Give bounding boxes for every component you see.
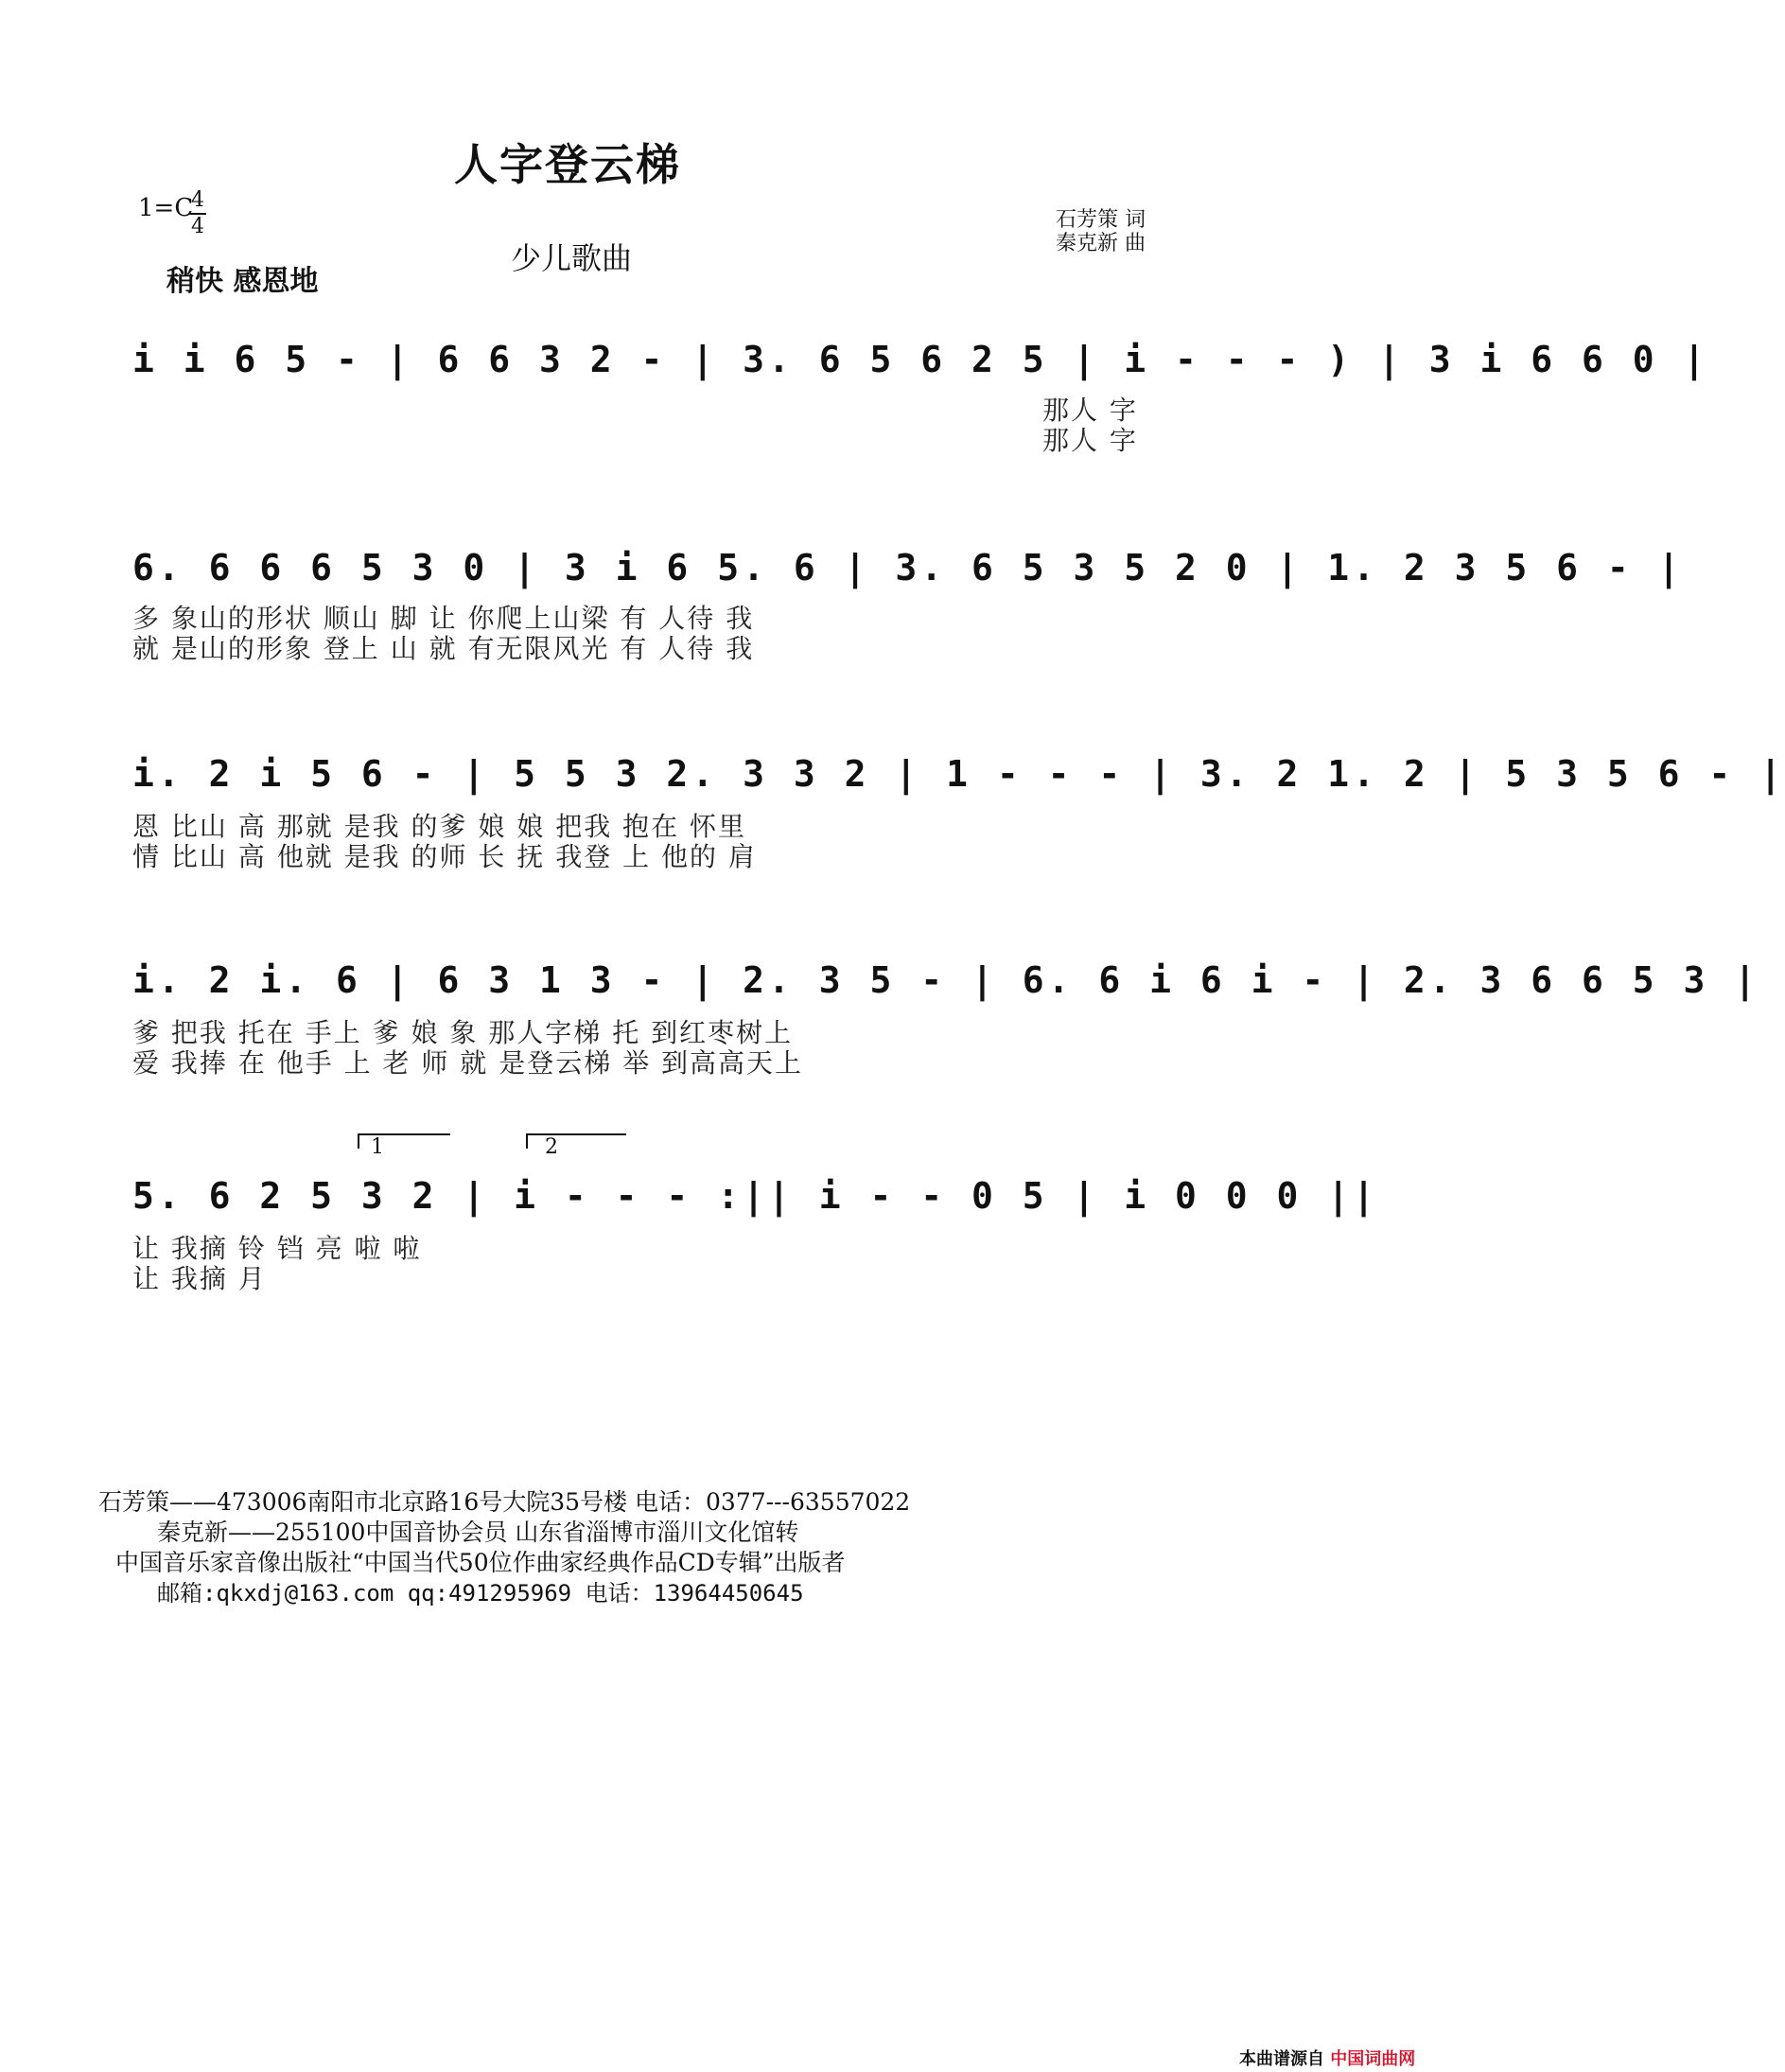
site-name[interactable]: 中国词曲网 (1330, 2049, 1416, 2069)
lyrics-line-2-verse-2: 就 是山的形象 登上 山 就 有无限风光 有 人待 我 (132, 633, 755, 664)
time-signature-top: 4 (191, 188, 204, 212)
time-signature-bottom: 4 (191, 215, 204, 238)
lyrics-line-3-verse-1: 恩 比山 高 那就 是我 的爹 娘 娘 把我 抱在 怀里 (132, 811, 747, 842)
contact-details: 邮箱:qkxdj@163.com qq:491295969 电话：13964450645 (157, 1580, 804, 1607)
lyrics-line-1-verse-1: 那人 字 (1042, 395, 1138, 426)
song-title: 人字登云梯 (454, 139, 681, 190)
source-watermark (1239, 2046, 1415, 2070)
contact-lyricist: 石芳策——473006南阳市北京路16号大院35号楼 电话：0377---63557022 (98, 1488, 911, 1516)
notation-line-3: i. 2 i 5 6 - | 5 5 3 2. 3 3 2 | 1 - - - | 3. 2 1. 2 | 5 3 5 6 - | (132, 753, 1785, 795)
contact-composer: 秦克新——255100中国音协会员 山东省淄博市淄川文化馆转 (157, 1519, 799, 1546)
first-ending-number: 1 (371, 1135, 384, 1159)
genre-label: 少儿歌曲 (511, 240, 633, 276)
lyrics-line-5-verse-2: 让 我摘 月 (132, 1263, 267, 1294)
time-signature (189, 189, 206, 238)
second-ending-bracket (526, 1133, 626, 1149)
second-ending-number: 2 (545, 1135, 558, 1159)
lyrics-line-3-verse-2: 情 比山 高 他就 是我 的师 长 抚 我登 上 他的 肩 (132, 841, 757, 872)
notation-line-4: i. 2 i. 6 | 6 3 1 3 - | 2. 3 5 - | 6. 6 i 6 i - | 2. 3 6 6 5 3 | (132, 959, 1760, 1001)
lyricist-credit: 石芳策 词 (1056, 208, 1146, 232)
notation-line-5: 5. 6 2 5 3 2 | i - - - :|| i - - 0 5 | i 0 0 0 || (132, 1175, 1379, 1217)
notation-line-2: 6. 6 6 6 5 3 0 | 3 i 6 5. 6 | 3. 6 5 3 5 2 0 | 1. 2 3 5 6 - | (132, 547, 1684, 588)
lyrics-line-5-verse-1: 让 我摘 铃 铛 亮 啦 啦 (132, 1233, 422, 1264)
source-label: 本曲谱源自 (1239, 2049, 1324, 2069)
lyrics-line-4-verse-2: 爱 我捧 在 他手 上 老 师 就 是登云梯 举 到高高天上 (132, 1047, 804, 1079)
lyrics-line-1-verse-2: 那人 字 (1042, 425, 1138, 456)
key-signature: 1=C (138, 194, 194, 222)
contact-publisher: 中国音乐家音像出版社“中国当代50位作曲家经典作品CD专辑”出版者 (115, 1549, 846, 1576)
lyrics-line-4-verse-1: 爹 把我 托在 手上 爹 娘 象 那人字梯 托 到红枣树上 (132, 1017, 794, 1048)
notation-line-1: i i 6 5 - | 6 6 3 2 - | 3. 6 5 6 2 5 | i - - - ) | 3 i 6 6 0 | (132, 339, 1709, 380)
composer-credit: 秦克新 曲 (1056, 232, 1146, 255)
lyrics-line-2-verse-1: 多 象山的形状 顺山 脚 让 你爬上山梁 有 人待 我 (132, 603, 755, 634)
tempo-marking: 稍快 感恩地 (166, 265, 319, 298)
